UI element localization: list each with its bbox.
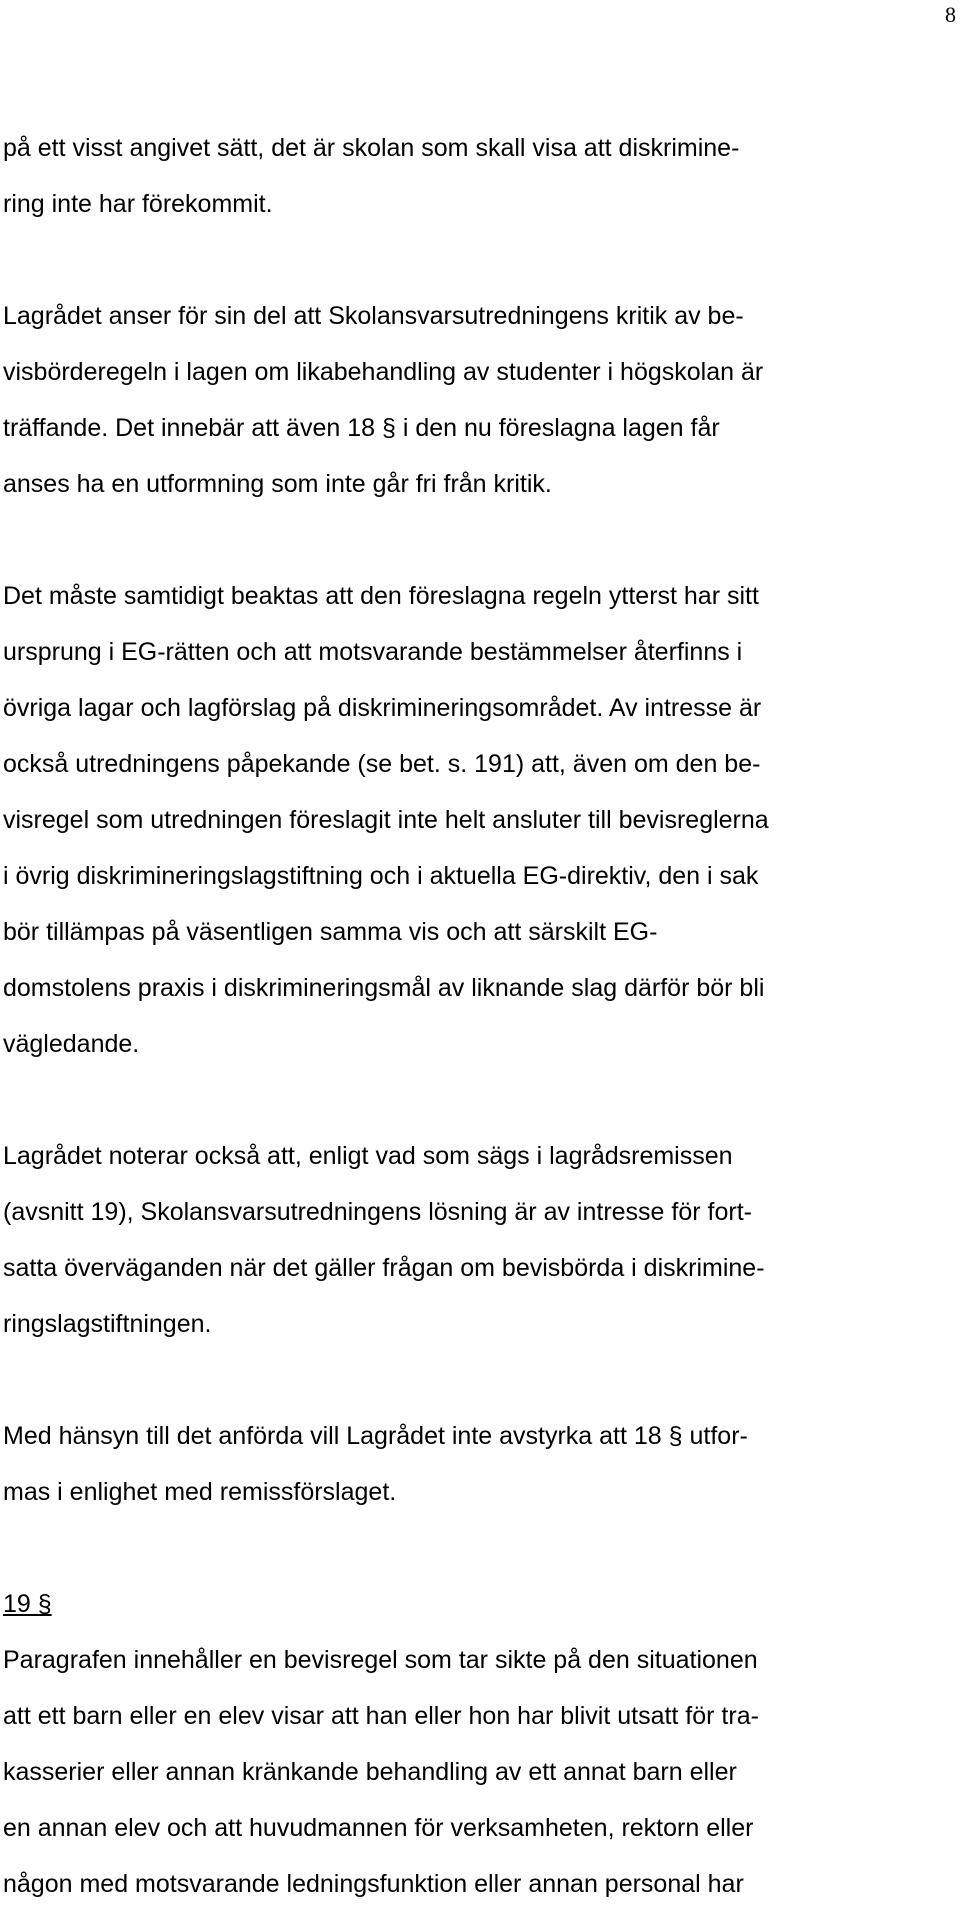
text-line: visbörderegeln i lagen om likabehandling av studenter i högskolan är xyxy=(3,358,764,386)
paragraph xyxy=(3,1128,955,1352)
text-line: träffande. Det innebär att även 18 § i den nu föreslagna lagen får xyxy=(3,414,720,442)
text-line: också utredningens påpekande (se bet. s. 191) att, även om den be- xyxy=(3,750,761,778)
text-line: visregel som utredningen föreslagit inte helt ansluter till bevisreglerna xyxy=(3,806,769,834)
text-line: ursprung i EG-rätten och att motsvarande bestämmelser återfinns i xyxy=(3,638,743,666)
text-line: vägledande. xyxy=(3,1030,140,1058)
paragraph xyxy=(3,568,955,1072)
paragraph xyxy=(3,288,955,512)
text-line: Lagrådet anser för sin del att Skolansvarsutredningens kritik av be- xyxy=(3,302,744,330)
paragraph xyxy=(3,120,955,232)
text-line: anses ha en utformning som inte går fri från kritik. xyxy=(3,470,552,498)
document-body xyxy=(3,120,955,1912)
text-line: Med hänsyn till det anförda vill Lagrådet inte avstyrka att 18 § utfor- xyxy=(3,1422,748,1450)
section-paragraph xyxy=(3,1632,955,1912)
text-line: domstolens praxis i diskrimineringsmål av liknande slag därför bör bli xyxy=(3,974,765,1002)
text-line: kasserier eller annan kränkande behandling av ett annat barn eller xyxy=(3,1758,737,1786)
section-heading: 19 § xyxy=(3,1590,52,1618)
text-line: satta överväganden när det gäller frågan om bevisbörda i diskrimine- xyxy=(3,1254,765,1282)
text-line: på ett visst angivet sätt, det är skolan som skall visa att diskrimine- xyxy=(3,134,740,162)
text-line: Lagrådet noterar också att, enligt vad som sägs i lagrådsremissen xyxy=(3,1142,733,1170)
text-line: ring inte har förekommit. xyxy=(3,190,273,218)
text-line: övriga lagar och lagförslag på diskrimineringsområdet. Av intresse är xyxy=(3,694,762,722)
text-line: mas i enlighet med remissförslaget. xyxy=(3,1478,397,1506)
text-line: att ett barn eller en elev visar att han eller hon har blivit utsatt för tra- xyxy=(3,1702,759,1730)
text-line: (avsnitt 19), Skolansvarsutredningens lösning är av intresse för fort- xyxy=(3,1198,752,1226)
text-line: en annan elev och att huvudmannen för verksamheten, rektorn eller xyxy=(3,1814,754,1842)
text-line: bör tillämpas på väsentligen samma vis och att särskilt EG- xyxy=(3,918,658,946)
text-line: någon med motsvarande ledningsfunktion eller annan personal har xyxy=(3,1870,744,1898)
text-line: ringslagstiftningen. xyxy=(3,1310,212,1338)
text-line: Det måste samtidigt beaktas att den föreslagna regeln ytterst har sitt xyxy=(3,582,759,610)
text-line: i övrig diskrimineringslagstiftning och i aktuella EG-direktiv, den i sak xyxy=(3,862,759,890)
text-line: Paragrafen innehåller en bevisregel som tar sikte på den situationen xyxy=(3,1646,758,1674)
paragraph xyxy=(3,1408,955,1520)
page-number: 8 xyxy=(945,2,956,27)
